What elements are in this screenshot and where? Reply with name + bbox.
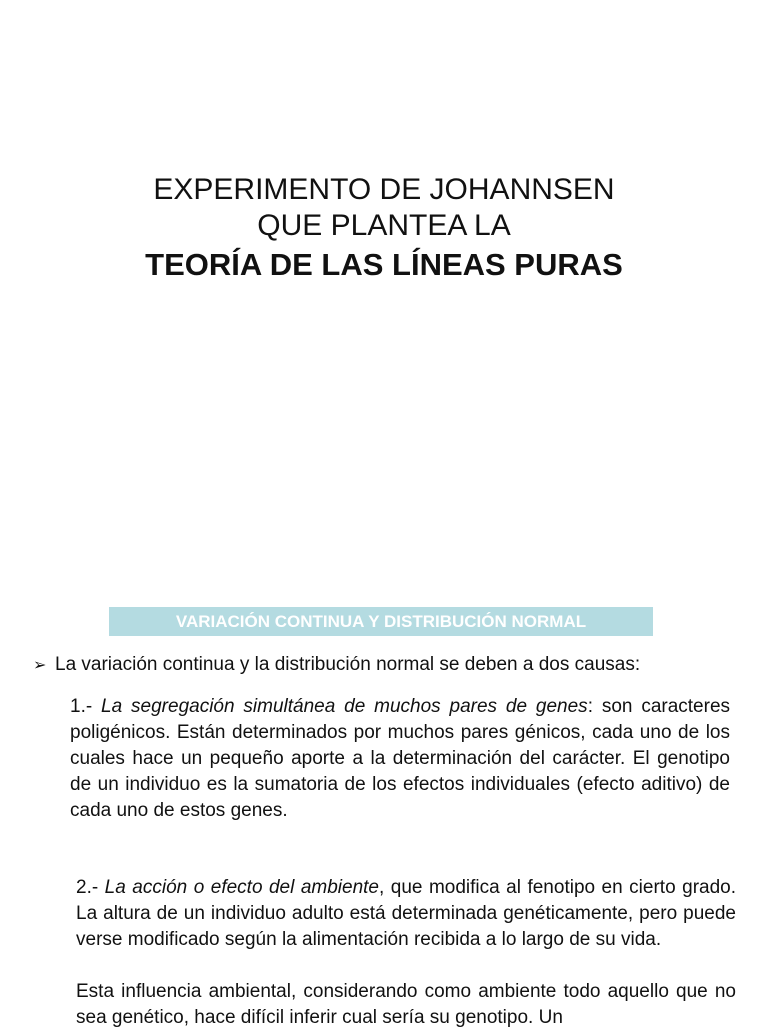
section-header: VARIACIÓN CONTINUA Y DISTRIBUCIÓN NORMAL xyxy=(109,607,653,636)
cause-2-text: , que modifica al fenotipo en cierto grado. La altura de un individuo adulto está determinada genéticamente, pero puede verse modificado según la alimentación recibida a lo largo de su vida. xyxy=(76,877,736,950)
cause-2-number: 2.- xyxy=(76,877,105,898)
cause-2-continuation: Esta influencia ambiental, considerando como ambiente todo aquello que no sea genético, hace difícil inferir cual sería su genotipo. Un xyxy=(76,981,736,1028)
arrow-bullet-icon: ➢ xyxy=(33,657,47,674)
bullet-item xyxy=(33,652,743,679)
cause-1-title: La segregación simultánea de muchos pares de genes xyxy=(101,696,588,717)
document-title xyxy=(0,172,768,284)
cause-1-number: 1.- xyxy=(70,696,102,717)
title-line-1: EXPERIMENTO DE JOHANNSEN xyxy=(153,173,615,206)
title-line-2: QUE PLANTEA LA xyxy=(257,209,511,242)
cause-2-title: La acción o efecto del ambiente xyxy=(104,877,379,898)
title-line-3: TEORÍA DE LAS LÍNEAS PURAS xyxy=(145,247,623,282)
bullet-text: La variación continua y la distribución normal se deben a dos causas: xyxy=(55,654,641,675)
cause-2-paragraph xyxy=(76,875,736,953)
cause-1-paragraph xyxy=(70,694,730,824)
cause-1-text: : son caracteres poligénicos. Están determinados por muchos pares génicos, cada uno de los cuales hace un pequeño aporte a la determinación del carácter. El genotipo de un individuo es la sumatoria de los efectos individuales (efecto aditivo) de cada uno de estos genes. xyxy=(70,696,731,821)
